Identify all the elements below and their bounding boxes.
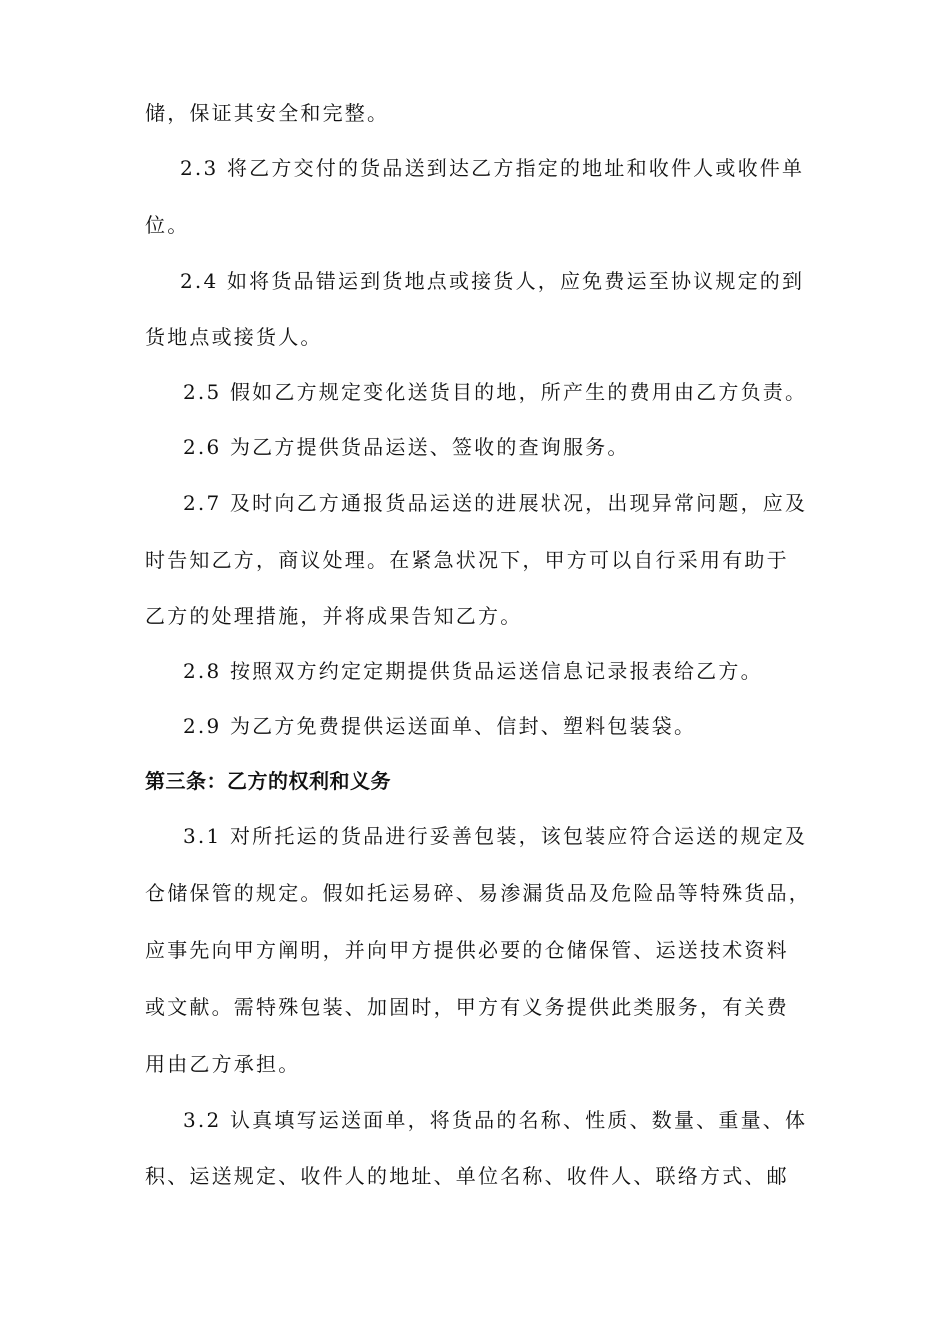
text-line: 或文献。需特殊包装、加固时，甲方有义务提供此类服务，有关费 [145, 995, 789, 1019]
text-line: 乙方的处理措施，并将成果告知乙方。 [145, 604, 523, 628]
clause-2-5: 2.5 假如乙方规定变化送货目的地，所产生的费用由乙方负责。 [183, 380, 808, 404]
clause-2-6: 2.6 为乙方提供货品运送、签收的查询服务。 [183, 435, 630, 459]
text-line: 储，保证其安全和完整。 [145, 101, 390, 125]
clause-2-8: 2.8 按照双方约定定期提供货品运送信息记录报表给乙方。 [183, 659, 763, 683]
section-heading: 第三条：乙方的权利和义务 [145, 769, 391, 793]
clause-2-9: 2.9 为乙方免费提供运送面单、信封、塑料包装袋。 [183, 714, 697, 738]
clause-2-7: 2.7 及时向乙方通报货品运送的进展状况，出现异常问题，应及 [183, 491, 808, 515]
clause-3-2: 3.2 认真填写运送面单，将货品的名称、性质、数量、重量、体 [183, 1108, 808, 1132]
text-line: 货地点或接货人。 [145, 325, 323, 349]
text-line: 位。 [145, 213, 190, 237]
clause-2-3: 2.3 将乙方交付的货品送到达乙方指定的地址和收件人或收件单 [180, 156, 805, 180]
clause-3-1: 3.1 对所托运的货品进行妥善包装，该包装应符合运送的规定及 [183, 824, 808, 848]
text-line: 仓储保管的规定。假如托运易碎、易渗漏货品及危险品等特殊货品， [145, 881, 811, 905]
text-line: 时告知乙方，商议处理。在紧急状况下，甲方可以自行采用有助于 [145, 548, 789, 572]
text-line: 用由乙方承担。 [145, 1052, 301, 1076]
text-line: 应事先向甲方阐明，并向甲方提供必要的仓储保管、运送技术资料 [145, 938, 789, 962]
clause-2-4: 2.4 如将货品错运到货地点或接货人，应免费运至协议规定的到 [180, 269, 805, 293]
text-line: 积、运送规定、收件人的地址、单位名称、收件人、联络方式、邮 [145, 1164, 789, 1188]
